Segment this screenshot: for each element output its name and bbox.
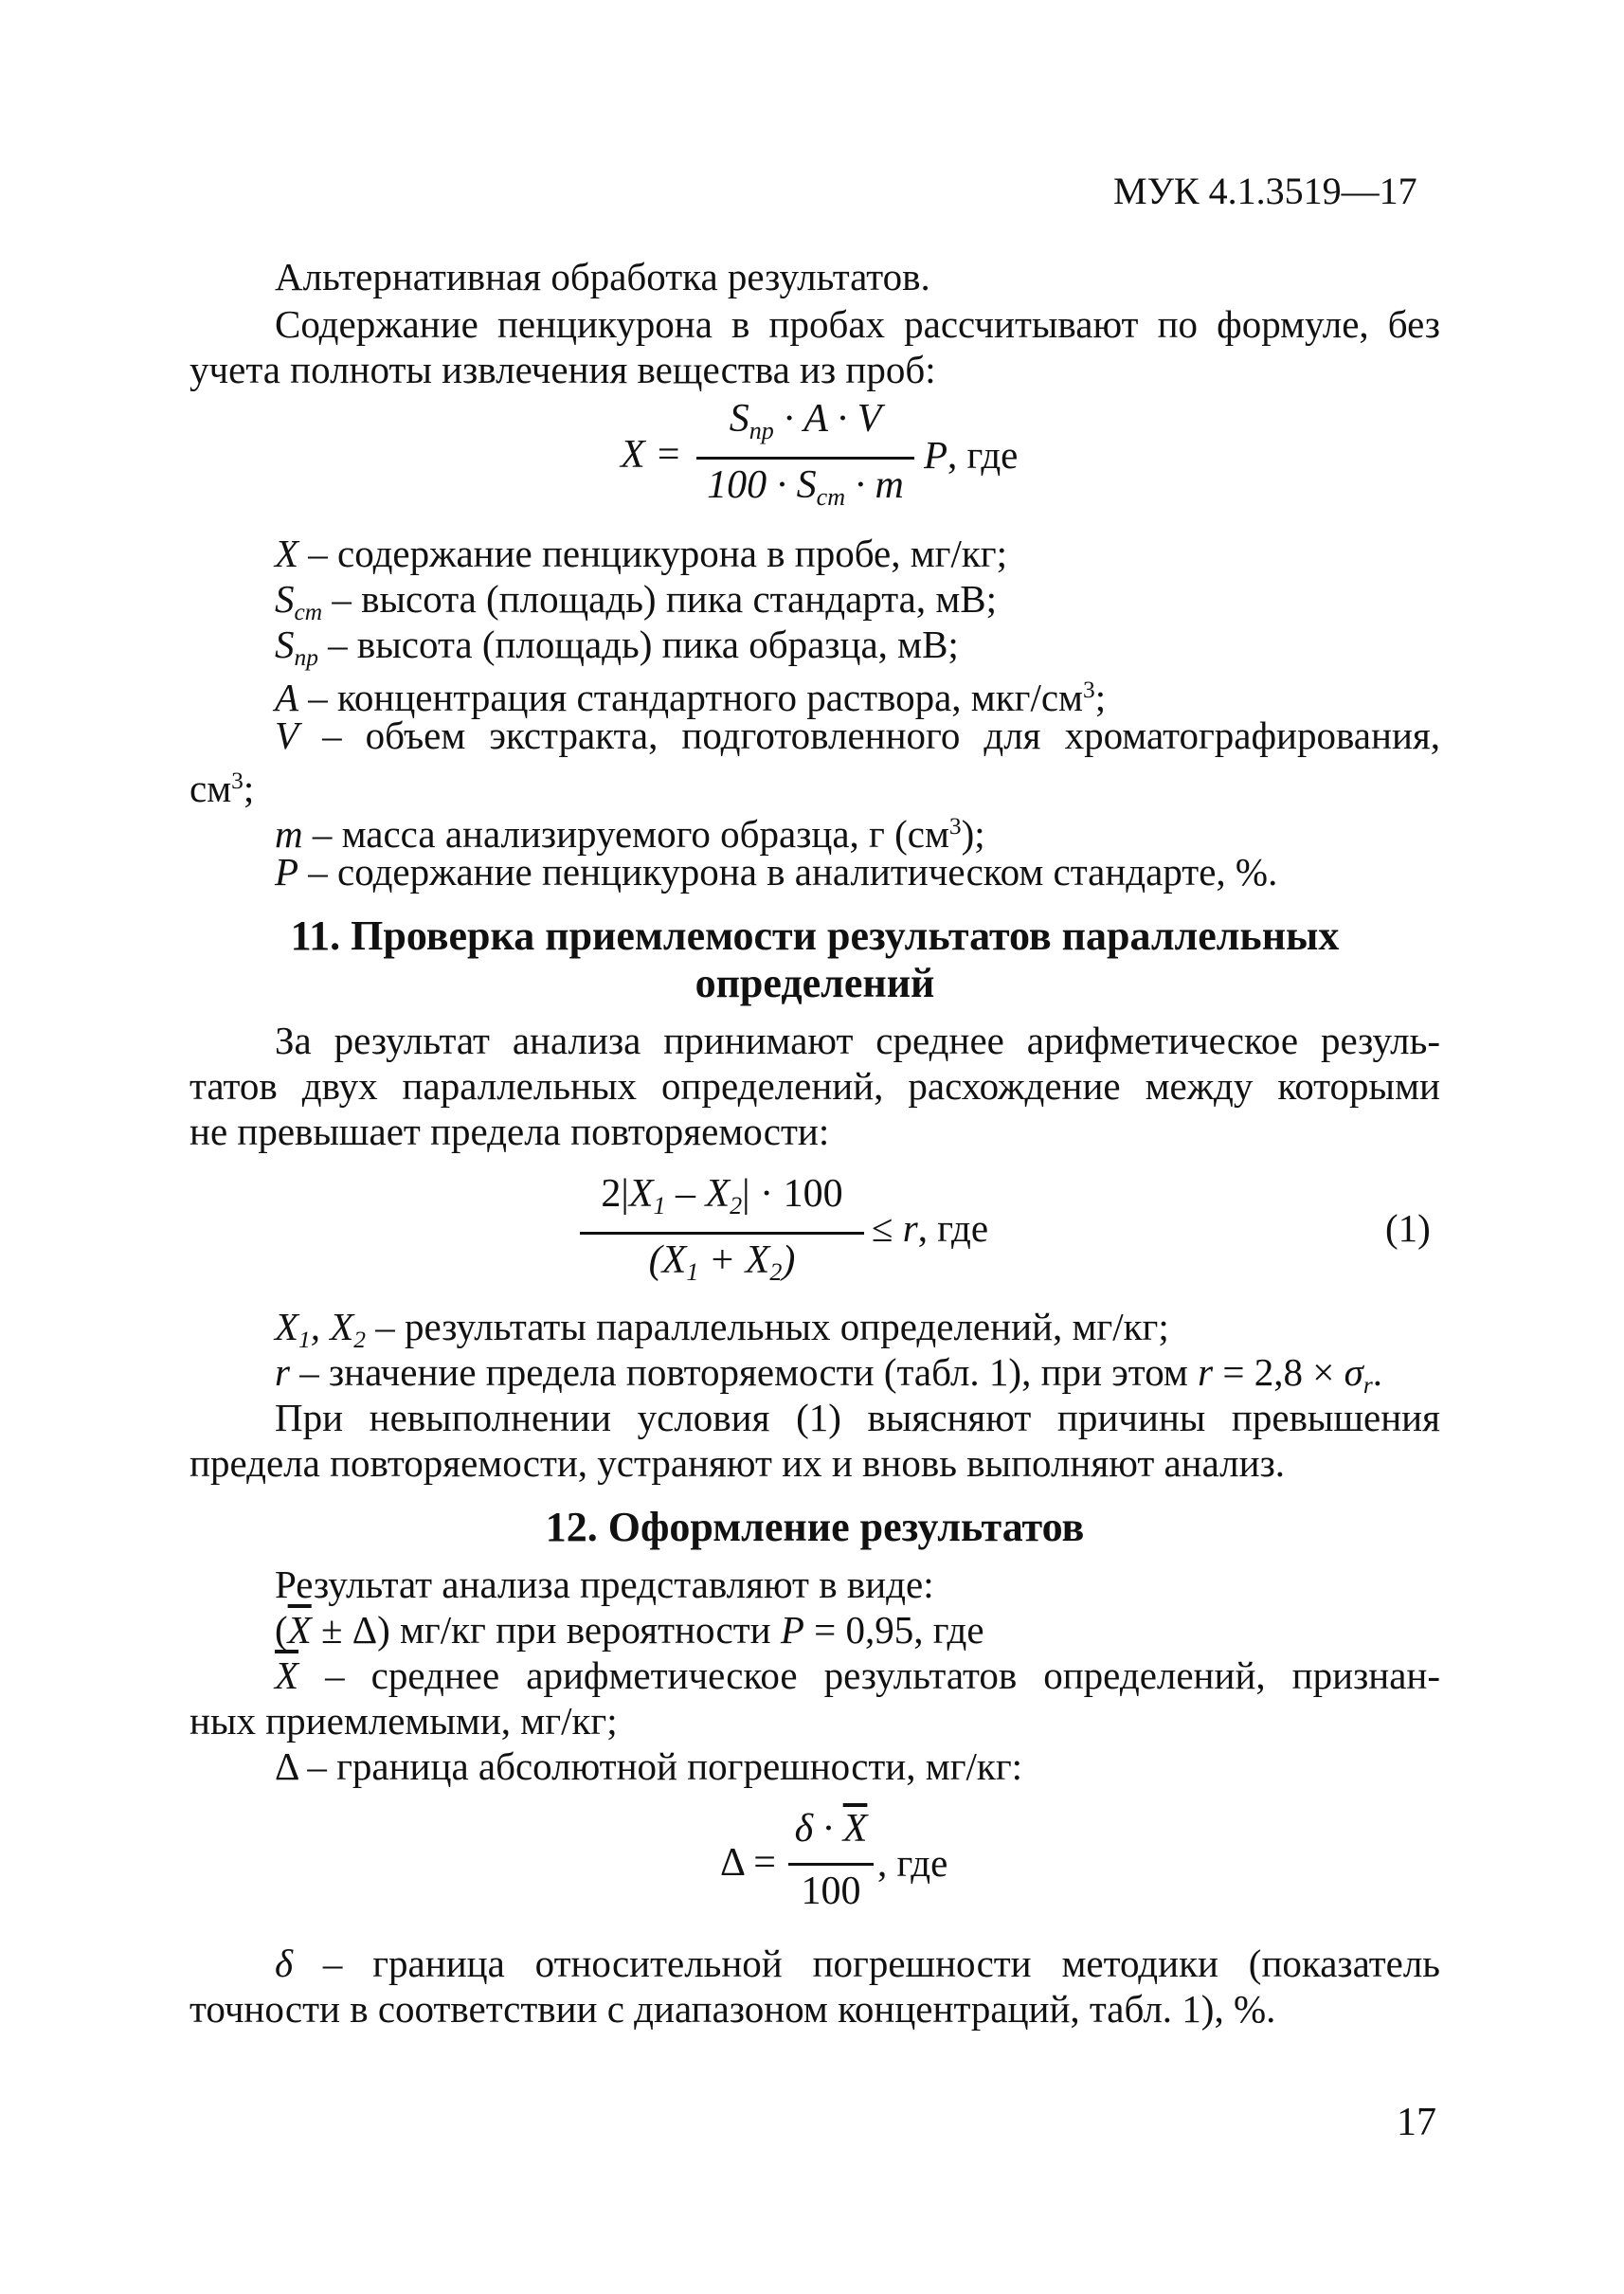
intro-line-3: учета полноты извлечения вещества из проб: — [189, 348, 936, 391]
definition-delta-line-1: δ – граница относительной погрешности методики (показатель — [275, 1942, 1440, 1985]
formula-1-denominator: $(X_1 + X_2)$ — [648, 1238, 796, 1286]
section-11-para2-line-1: При невыполнении условия (1) выясняют причины превышения — [275, 1396, 1440, 1439]
formula-main-fraction-bar — [696, 457, 914, 460]
formula-main-lhs: X = — [621, 433, 682, 477]
section-11-para-line-3: не превышает предела повторяемости: — [189, 1110, 830, 1153]
formula-1-numerator: $2|X_1 - X_2| \cdot 100$ — [601, 1172, 843, 1219]
formula-delta-lhs: Δ = — [720, 1841, 776, 1885]
formula-delta-fraction-bar — [788, 1863, 874, 1866]
formula-main-after: P, где — [924, 433, 1019, 477]
formula-1-fraction-bar — [580, 1232, 864, 1235]
formula-delta-after: , где — [877, 1841, 948, 1885]
definition-s-pr: $S_{пр}$ – высота (площадь) пика образца, мВ; — [275, 623, 959, 671]
section-12-line-3: $\overline{X}$ – среднее арифметическое результатов определений, признан- — [275, 1653, 1440, 1697]
definition-v: V – объем экстракта, подготовленного для хроматографирования, — [275, 713, 1440, 757]
section-12-line-1: Результат анализа представляют в виде: — [275, 1562, 934, 1606]
section-12-line-2: $(\overline{X} \pm \Delta)$ мг/кг при вероятности P = 0,95, где — [275, 1608, 984, 1652]
section-11-title-line-1: 11. Проверка приемлемости результатов параллельных — [290, 912, 1340, 959]
definition-r: r – значение предела повторяемости (табл. 1), при этом $r = 2,8 \times \sigma_r$. — [275, 1350, 1382, 1399]
formula-delta-numerator: $\delta \cdot \overline{X}$ — [794, 1807, 868, 1851]
section-12-line-5: Δ – граница абсолютной погрешности, мг/кг: — [275, 1744, 1023, 1788]
formula-1-rhs: ≤ r, где — [872, 1206, 989, 1250]
section-11-title-line-2: определений — [695, 960, 935, 1006]
definition-v-unit: $см^3$; — [189, 767, 255, 810]
page-number: 17 — [1397, 2101, 1436, 2144]
formula-main-numerator: $S_{пр} \cdot A \cdot V$ — [729, 397, 882, 444]
definition-p: P – содержание пенцикурона в аналитическом стандарте, %. — [275, 850, 1278, 894]
formula-1-number: (1) — [1385, 1206, 1431, 1250]
formula-main-denominator: $100 \cdot S_{ст} \cdot m$ — [707, 463, 904, 511]
formula-delta-denominator: 100 — [801, 1870, 861, 1913]
section-11-para-line-1: За результат анализа принимают среднее арифметическое резуль- — [275, 1019, 1440, 1062]
section-11-para-line-2: татов двух параллельных определений, расхождение между которыми — [189, 1064, 1440, 1108]
section-12-title: 12. Оформление результатов — [545, 1504, 1085, 1550]
definition-m: m – масса анализируемого образца, г $(см^3)$; — [275, 812, 985, 856]
intro-line-2: Содержание пенцикурона в пробах рассчитывают по формуле, без — [275, 302, 1440, 346]
definition-a: A – концентрация стандартного раствора, мкг/$см^3$; — [275, 676, 1107, 719]
definition-delta-line-2: точности в соответствии с диапазоном концентраций, табл. 1), %. — [189, 1987, 1276, 2031]
section-12-line-4: ных приемлемыми, мг/кг; — [189, 1699, 618, 1743]
definition-x1-x2: $X_1$, $X_2$ – результаты параллельных определений, мг/кг; — [275, 1305, 1169, 1353]
section-11-para2-line-2: предела повторяемости, устраняют их и вновь выполняют анализ. — [189, 1441, 1286, 1485]
intro-line-1: Альтернативная обработка результатов. — [275, 255, 930, 298]
document-code: МУК 4.1.3519—17 — [1113, 170, 1417, 212]
definition-x: X – содержание пенцикурона в пробе, мг/кг; — [275, 532, 1008, 575]
definition-s-st: $S_{ст}$ – высота (площадь) пика стандарта, мВ; — [275, 577, 998, 625]
